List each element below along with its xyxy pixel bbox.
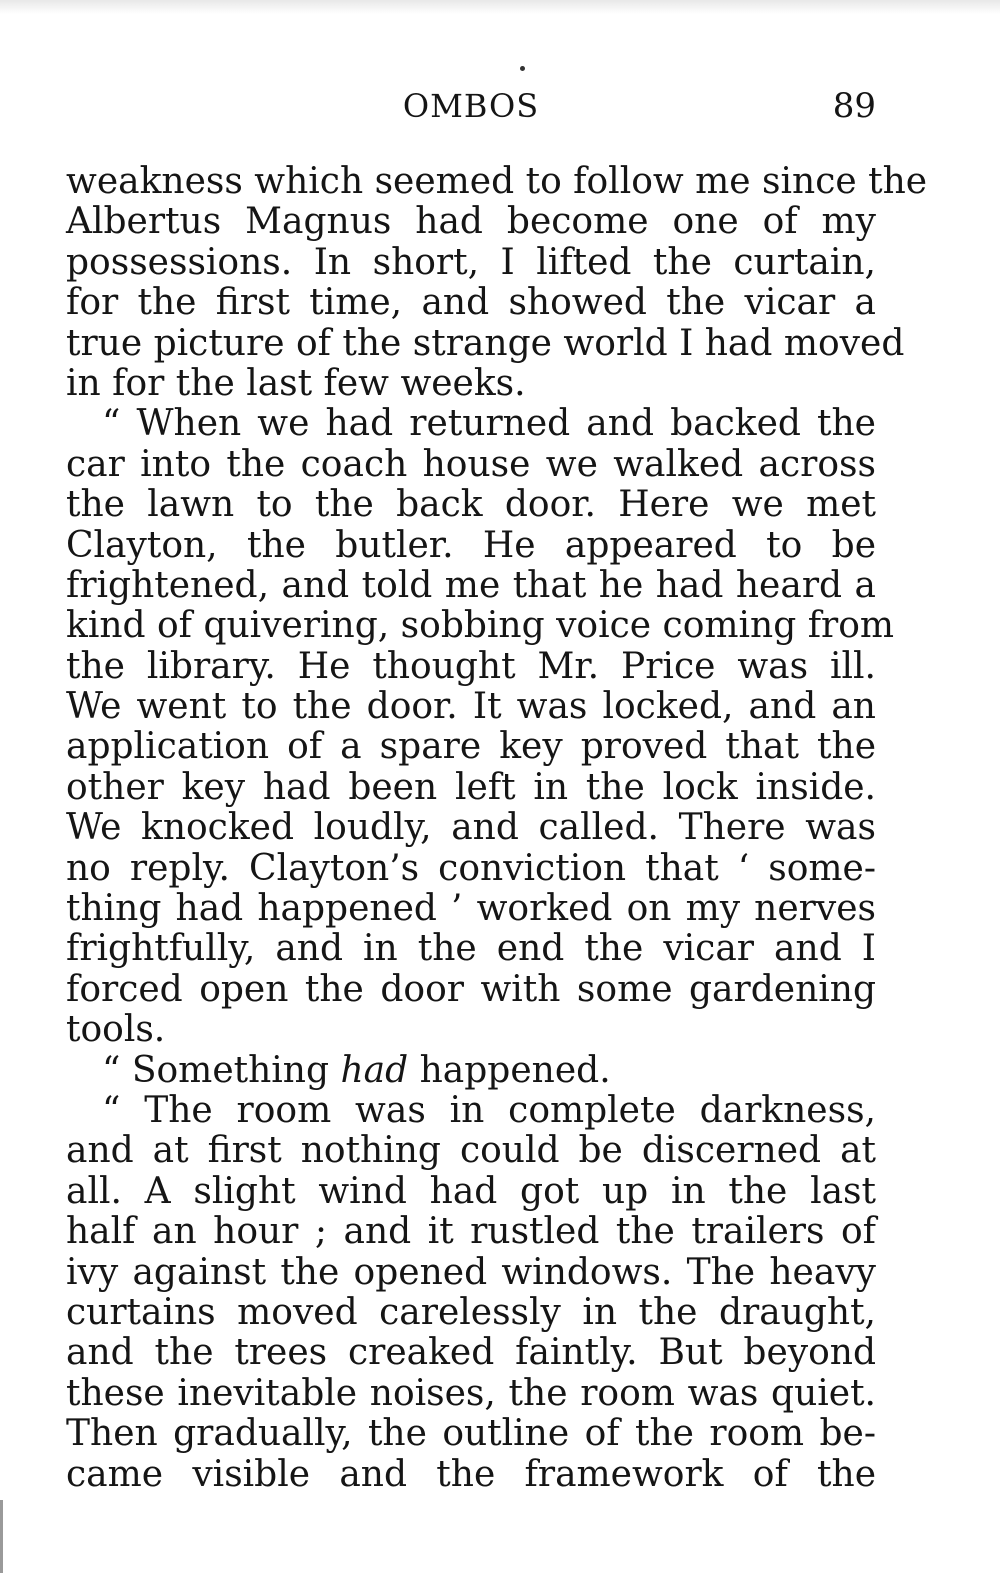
text-line: the lawn to the back door. Here we met <box>66 484 876 526</box>
text-line: no reply. Clayton’s conviction that ‘ some- <box>66 847 876 889</box>
scan-left-edge <box>0 1500 3 1573</box>
text-line: ivy against the opened windows. The heavy <box>66 1251 876 1293</box>
ink-speck <box>520 66 525 71</box>
text-line: We knocked loudly, and called. There was <box>66 807 876 849</box>
text-line: curtains moved carelessly in the draught, <box>66 1291 876 1333</box>
text-line: possessions. In short, I lifted the curtain, <box>66 241 876 283</box>
text-line: frightfully, and in the end the vicar and I <box>66 928 876 970</box>
text-line: tools. <box>66 1009 166 1051</box>
scan-top-edge <box>0 0 1000 14</box>
text-line: half an hour ; and it rustled the trailers of <box>66 1211 876 1253</box>
text-line: all. A slight wind had got up in the last <box>66 1170 876 1212</box>
text-line: thing had happened ’ worked on my nerves <box>66 888 876 930</box>
text-line: application of a spare key proved that the <box>66 726 876 768</box>
body-text <box>66 161 928 1495</box>
text-line <box>66 1051 876 1091</box>
text-line: in for the last few weeks. <box>66 362 526 404</box>
text-line: for the first time, and showed the vicar a <box>66 282 876 324</box>
text-line: came visible and the framework of the <box>66 1453 876 1495</box>
text-line: car into the coach house we walked across <box>66 443 876 485</box>
text-line: Clayton, the butler. He appeared to be <box>66 524 876 566</box>
text-segment: “ Something <box>102 1049 341 1091</box>
text-line: and at first nothing could be discerned at <box>66 1130 876 1172</box>
text-line: frightened, and told me that he had heard a <box>66 564 876 606</box>
text-line: weakness which seemed to follow me since the <box>66 161 928 202</box>
text-segment: happened. <box>408 1049 611 1091</box>
text-line: “ When we had returned and backed the <box>102 403 876 445</box>
page-number: 89 <box>832 86 876 126</box>
italic-emphasis: had <box>340 1049 409 1091</box>
text-line: We went to the door. It was locked, and an <box>66 686 876 728</box>
text-line: the library. He thought Mr. Price was ill. <box>66 645 876 687</box>
running-head <box>66 86 876 130</box>
text-line: true picture of the strange world I had moved <box>66 322 905 364</box>
running-title: OMBOS <box>402 87 540 125</box>
text-line: “ The room was in complete darkness, <box>102 1089 876 1131</box>
text-line: these inevitable noises, the room was quiet. <box>66 1372 876 1414</box>
text-line: other key had been left in the lock inside. <box>66 766 876 808</box>
text-line: Then gradually, the outline of the room be- <box>66 1413 876 1455</box>
text-line: forced open the door with some gardening <box>66 968 876 1010</box>
text-line: Albertus Magnus had become one of my <box>66 201 876 243</box>
text-line: kind of quivering, sobbing voice coming from <box>66 605 895 647</box>
text-line: and the trees creaked faintly. But beyond <box>66 1332 876 1374</box>
